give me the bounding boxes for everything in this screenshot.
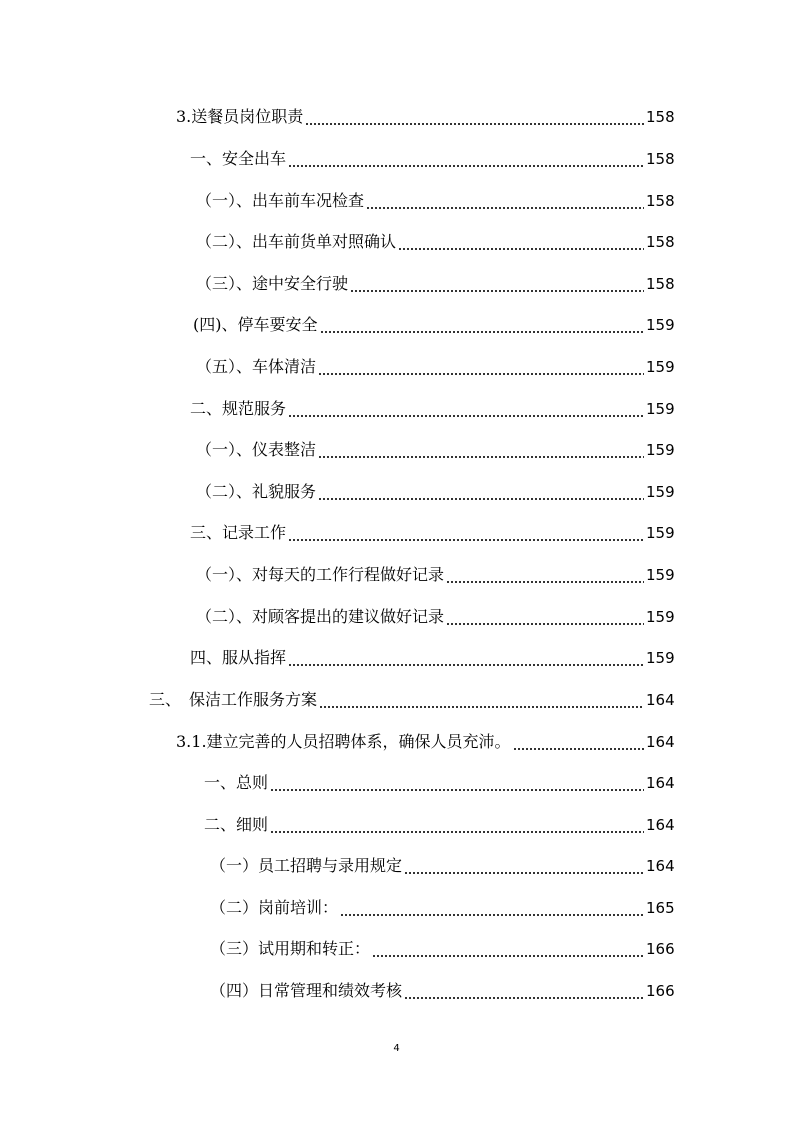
toc-entry[interactable]: [210, 977, 674, 1003]
toc-leader-dots: [318, 481, 644, 501]
toc-entry[interactable]: [204, 769, 674, 795]
toc-entry[interactable]: [196, 353, 674, 379]
toc-entry[interactable]: [176, 103, 674, 129]
toc-leader-dots: [446, 564, 644, 584]
toc-entry[interactable]: [196, 436, 674, 462]
toc-entry-page: 164: [646, 733, 675, 751]
toc-entry-page: 164: [646, 774, 675, 792]
toc-entry-text: （一）、对每天的工作行程做好记录: [196, 565, 445, 584]
toc-entry-page: 159: [646, 316, 675, 334]
toc-entry-text: (四)、停车要安全: [193, 315, 318, 334]
toc-entry-page: 159: [646, 400, 675, 418]
toc-entry-text: （四）日常管理和绩效考核: [210, 981, 403, 1000]
toc-entry[interactable]: [196, 270, 674, 296]
toc-entry-page: 159: [646, 441, 675, 459]
toc-leader-dots: [270, 772, 644, 792]
toc-entry-page: 165: [646, 899, 675, 917]
page-number: 4: [393, 1043, 400, 1054]
toc-entry-page: 159: [646, 358, 675, 376]
toc-leader-dots: [288, 522, 644, 542]
toc-leader-dots: [446, 606, 644, 626]
toc-entry-text: （二）、出车前货单对照确认: [196, 232, 397, 251]
toc-entry-text: 3.送餐员岗位职责: [176, 107, 304, 126]
toc-entry-page: 164: [646, 857, 675, 875]
toc-leader-dots: [270, 814, 644, 834]
toc-entry[interactable]: [196, 187, 674, 213]
toc-leader-dots: [319, 689, 644, 709]
toc-leader-dots: [318, 439, 644, 459]
toc-entry-text: （三）、途中安全行驶: [196, 274, 349, 293]
toc-entry-page: 159: [646, 524, 675, 542]
toc-entry-text: （一）、仪表整洁: [196, 440, 317, 459]
toc-entry[interactable]: [190, 145, 674, 171]
toc-entry-page: 166: [646, 940, 675, 958]
toc-entry-page: 158: [646, 275, 675, 293]
toc-leader-dots: [288, 647, 644, 667]
toc-entry[interactable]: [204, 811, 674, 837]
toc-entry-page: 158: [646, 150, 675, 168]
toc-entry-text: 二、细则: [204, 815, 269, 834]
toc-entry-text: 二、规范服务: [190, 399, 287, 418]
toc-leader-dots: [340, 897, 644, 917]
toc-entry[interactable]: [190, 644, 674, 670]
toc-entry[interactable]: [210, 894, 674, 920]
toc-leader-dots: [372, 938, 644, 958]
toc-entry[interactable]: [149, 686, 674, 712]
toc-entry-page: 159: [646, 649, 675, 667]
toc-entry-text: （二）、对顾客提出的建议做好记录: [196, 607, 445, 626]
toc-entry[interactable]: [190, 519, 674, 545]
toc-entry-text: 一、安全出车: [190, 149, 287, 168]
toc-entry[interactable]: [193, 311, 674, 337]
toc-entry-text: （二）岗前培训：: [210, 898, 339, 917]
toc-entry-text: （一）员工招聘与录用规定: [210, 856, 403, 875]
toc-entry-text: （三）试用期和转正：: [210, 939, 371, 958]
toc-entry-page: 158: [646, 192, 675, 210]
toc-entry[interactable]: [196, 228, 674, 254]
toc-entry-page: 158: [646, 108, 675, 126]
toc-entry-text: （二）、礼貌服务: [196, 482, 317, 501]
toc-entry-text: 一、总则: [204, 773, 269, 792]
toc-entry[interactable]: [176, 728, 674, 754]
toc-leader-dots: [404, 980, 644, 1000]
toc-leader-dots: [288, 398, 644, 418]
toc-entry-text: 三、记录工作: [190, 523, 287, 542]
toc-leader-dots: [350, 273, 644, 293]
toc-entry-text: （一）、出车前车况检查: [196, 191, 365, 210]
toc-leader-dots: [366, 190, 644, 210]
toc-leader-dots: [305, 106, 644, 126]
toc-leader-dots: [398, 231, 644, 251]
toc-entry-text: 三、 保洁工作服务方案: [149, 690, 318, 709]
toc-entry-text: 3.1.建立完善的人员招聘体系，确保人员充沛。: [176, 732, 511, 751]
toc-entry-page: 158: [646, 233, 675, 251]
toc-entry[interactable]: [210, 852, 674, 878]
toc-entry[interactable]: [196, 561, 674, 587]
toc-entry-text: （五）、车体清洁: [196, 357, 317, 376]
toc-entry-page: 159: [646, 483, 675, 501]
toc-entry[interactable]: [196, 478, 674, 504]
toc-entry-page: 159: [646, 608, 675, 626]
toc-entry-text: 四、服从指挥: [190, 648, 287, 667]
toc-entry[interactable]: [190, 395, 674, 421]
toc-entry-page: 159: [646, 566, 675, 584]
toc-leader-dots: [513, 731, 644, 751]
toc-leader-dots: [320, 314, 645, 334]
toc-entry[interactable]: [196, 603, 674, 629]
toc-leader-dots: [318, 356, 644, 376]
toc-leader-dots: [404, 855, 644, 875]
toc-entry-page: 166: [646, 982, 675, 1000]
toc-entry-page: 164: [646, 816, 675, 834]
toc-entry[interactable]: [210, 935, 674, 961]
toc-entry-page: 164: [646, 691, 675, 709]
toc-leader-dots: [288, 148, 644, 168]
